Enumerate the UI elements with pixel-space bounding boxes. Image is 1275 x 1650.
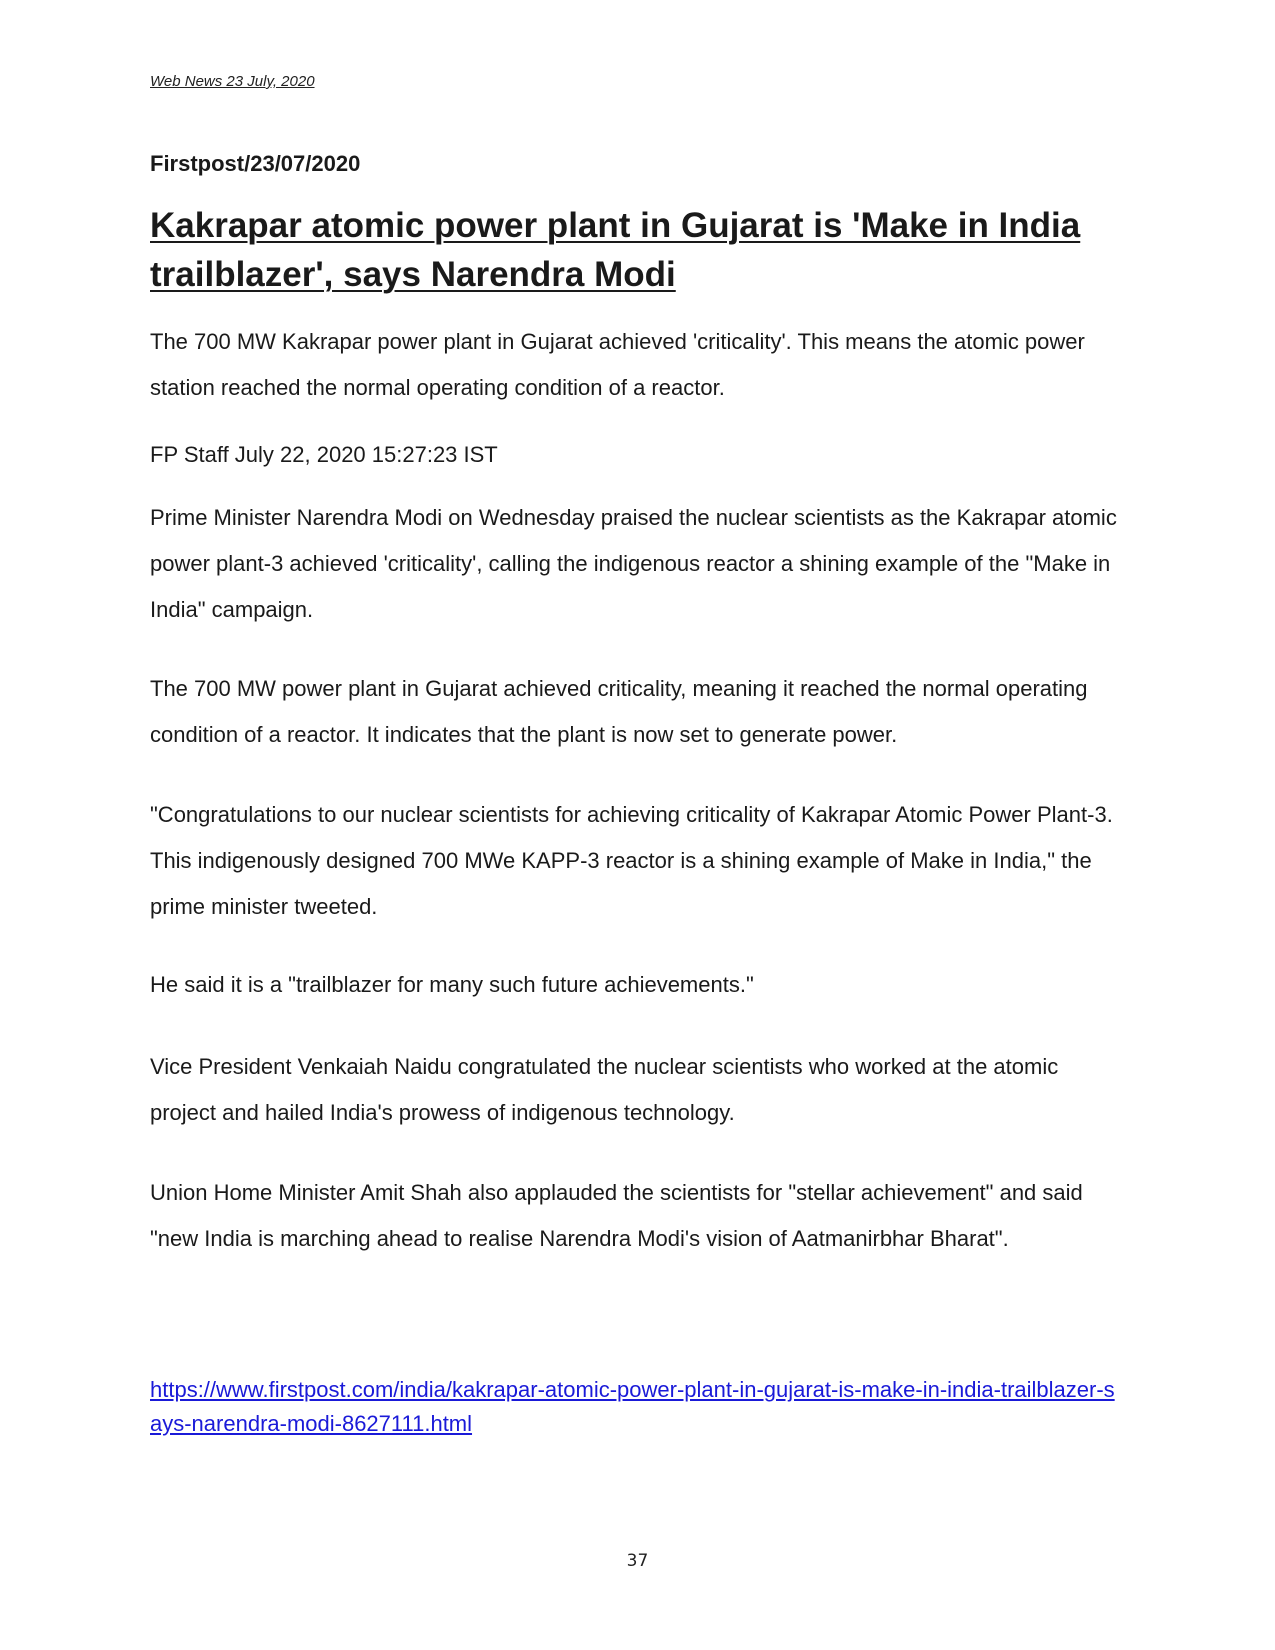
source-url-link[interactable]: https://www.firstpost.com/india/kakrapar-atomic-power-plant-in-gujarat-is-make-in-india-trailblazer-says-narendra-modi-8627111.html [150, 1377, 1115, 1436]
article-byline: FP Staff July 22, 2020 15:27:23 IST [150, 442, 498, 467]
article-summary: The 700 MW Kakrapar power plant in Gujarat achieved 'criticality'. This means the atomic power station reached the normal operating condition of a reactor. [150, 329, 1085, 400]
source-line: Firstpost/23/07/2020 [150, 151, 361, 176]
header-note: Web News 23 July, 2020 [150, 73, 315, 90]
article-paragraph: Union Home Minister Amit Shah also applauded the scientists for "stellar achievement" and said "new India is marching ahead to realise Narendra Modi's vision of Aatmanirbhar Bharat". [150, 1180, 1083, 1251]
article-paragraph: "Congratulations to our nuclear scientists for achieving criticality of Kakrapar Atomic Power Plant-3. This indigenously designed 700 MWe KAPP-3 reactor is a shining example of Make in India," the prime minister tweeted. [150, 802, 1113, 919]
article-paragraph: The 700 MW power plant in Gujarat achieved criticality, meaning it reached the normal operating condition of a reactor. It indicates that the plant is now set to generate power. [150, 676, 1088, 747]
article-headline: Kakrapar atomic power plant in Gujarat is 'Make in India trailblazer', says Narendra Modi [150, 206, 1081, 294]
page-number: 37 [626, 1551, 649, 1571]
article-paragraph: Vice President Venkaiah Naidu congratulated the nuclear scientists who worked at the atomic project and hailed India's prowess of indigenous technology. [150, 1054, 1059, 1125]
article-paragraph: He said it is a "trailblazer for many such future achievements." [150, 972, 754, 997]
article-paragraph: Prime Minister Narendra Modi on Wednesday praised the nuclear scientists as the Kakrapar atomic power plant-3 achieved 'criticality', calling the indigenous reactor a shining example of the "Make in India" campaign. [150, 505, 1117, 622]
